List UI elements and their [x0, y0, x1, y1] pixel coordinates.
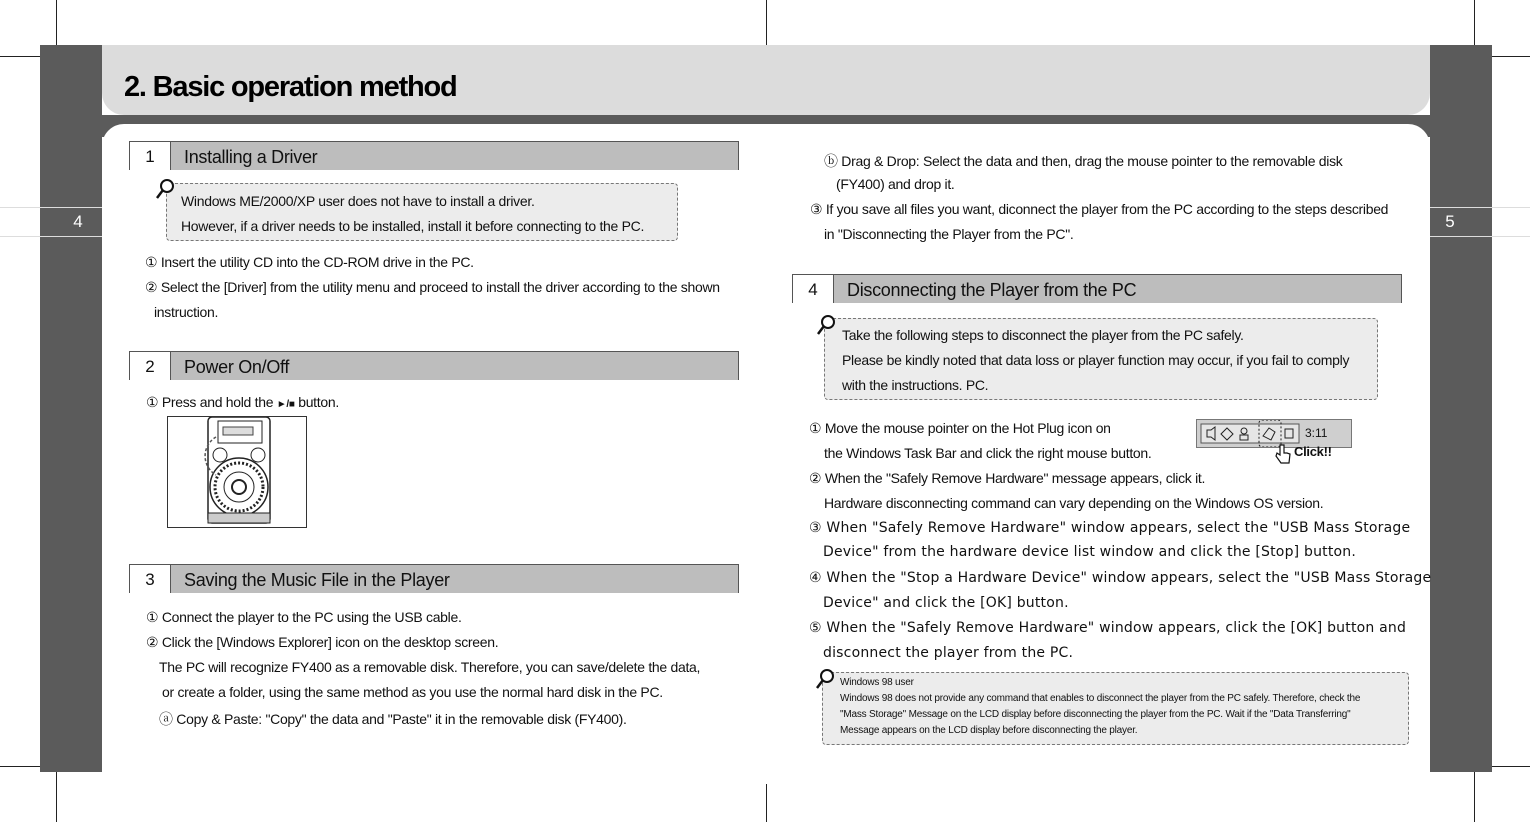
- step-text: ① Press and hold the: [146, 394, 274, 410]
- crop-mark: [1474, 766, 1475, 822]
- step-line: or create a folder, using the same method as you use the normal hard disk in the PC.: [162, 684, 663, 700]
- player-illustration: [167, 416, 307, 528]
- step-text: button.: [298, 394, 339, 410]
- section-title: Saving the Music File in the Player: [184, 570, 450, 590]
- taskbar-clock: 3:11: [1305, 426, 1328, 440]
- section-header-4: [792, 274, 1402, 303]
- section-header-2: [129, 351, 739, 380]
- note-line: Windows ME/2000/XP user does not have to install a driver.: [181, 193, 535, 209]
- section-number: 1: [130, 142, 171, 170]
- step-line: Hardware disconnecting command can vary depending on the Windows OS version.: [824, 495, 1324, 511]
- step-line: instruction.: [154, 304, 219, 320]
- note-line: Take the following steps to disconnect the player from the PC safely.: [842, 327, 1244, 343]
- step-line: ⓐ Copy & Paste: "Copy" the data and "Paste" it in the removable disk (FY400).: [159, 711, 627, 727]
- right-sidebar: [1430, 45, 1492, 772]
- section-number: 4: [793, 275, 834, 303]
- step-line: ④ When the "Stop a Hardware Device" window appears, select the "USB Mass Storage: [809, 570, 1432, 586]
- step-line: ② Select the [Driver] from the utility menu and proceed to install the driver according to the shown: [145, 279, 720, 295]
- magnifier-icon: [154, 178, 176, 200]
- page-title: 2. Basic operation method: [124, 71, 457, 103]
- section-title: Power On/Off: [184, 357, 290, 377]
- crop-mark: [56, 766, 57, 822]
- win98-line: "Mass Storage" Message on the LCD display before disconnecting the player from the PC. Wait if the "Data Transferring": [840, 709, 1351, 720]
- page-number-left: 4: [73, 212, 83, 231]
- step-line: ⓑ Drag & Drop: Select the data and then, drag the mouse pointer to the removable disk: [824, 153, 1343, 169]
- hand-pointer-icon: [1274, 443, 1294, 465]
- note-line: Please be kindly noted that data loss or player function may occur, if you fail to comply: [842, 352, 1350, 368]
- section-number: 2: [130, 352, 171, 380]
- step-line: the Windows Task Bar and click the right mouse button.: [824, 445, 1152, 461]
- section-title: Installing a Driver: [184, 147, 318, 167]
- page-rule: [1430, 207, 1530, 208]
- page-rule: [0, 207, 102, 208]
- page-rule: [1430, 236, 1530, 237]
- win98-line: Windows 98 does not provide any command that enables to disconnect the player from the PC safely. Therefore, check the: [840, 693, 1361, 704]
- page-number-right: 5: [1445, 212, 1455, 231]
- step-line: ① Connect the player to the PC using the USB cable.: [146, 609, 462, 625]
- step-line: Device" and click the [OK] button.: [823, 595, 1069, 611]
- note-line: However, if a driver needs to be installed, install it before connecting to the PC.: [181, 218, 645, 234]
- step-line: ② When the "Safely Remove Hardware" message appears, click it.: [809, 470, 1206, 486]
- step-line: ⑤ When the "Safely Remove Hardware" window appears, click the [OK] button and: [809, 620, 1407, 636]
- step-line: ① Insert the utility CD into the CD-ROM drive in the PC.: [145, 254, 474, 270]
- win98-title: Windows 98 user: [840, 677, 914, 688]
- win98-line: Message appears on the LCD display before disconnecting the player.: [840, 725, 1138, 736]
- play-stop-symbol: ►/■: [276, 399, 295, 410]
- section-title: Disconnecting the Player from the PC: [847, 280, 1137, 300]
- step-line: [146, 394, 339, 411]
- page-rule: [0, 236, 102, 237]
- section-number: 3: [130, 565, 171, 593]
- left-sidebar: [40, 45, 102, 772]
- player-device-icon: [168, 417, 306, 527]
- step-line: Device" from the hardware device list window and click the [Stop] button.: [823, 544, 1357, 560]
- note-line: with the instructions. PC.: [842, 377, 989, 393]
- magnifier-icon: [815, 314, 837, 336]
- header-banner: [102, 45, 1430, 115]
- step-line: in "Disconnecting the Player from the PC".: [824, 226, 1074, 242]
- step-line: ③ When "Safely Remove Hardware" window appears, select the "USB Mass Storage: [809, 520, 1411, 536]
- step-line: (FY400) and drop it.: [836, 176, 955, 192]
- step-line: disconnect the player from the PC.: [823, 645, 1074, 661]
- step-line: ② Click the [Windows Explorer] icon on the desktop screen.: [146, 634, 499, 650]
- step-line: ③ If you save all files you want, diconnect the player from the PC according to the steps described: [810, 201, 1389, 217]
- magnifier-icon: [814, 668, 836, 690]
- section-header-1: [129, 141, 739, 170]
- click-label: Click!!: [1294, 444, 1332, 459]
- step-line: The PC will recognize FY400 as a removable disk. Therefore, you can save/delete the data,: [159, 659, 701, 675]
- step-line: ① Move the mouse pointer on the Hot Plug icon on: [809, 420, 1111, 436]
- section-header-3: [129, 564, 739, 593]
